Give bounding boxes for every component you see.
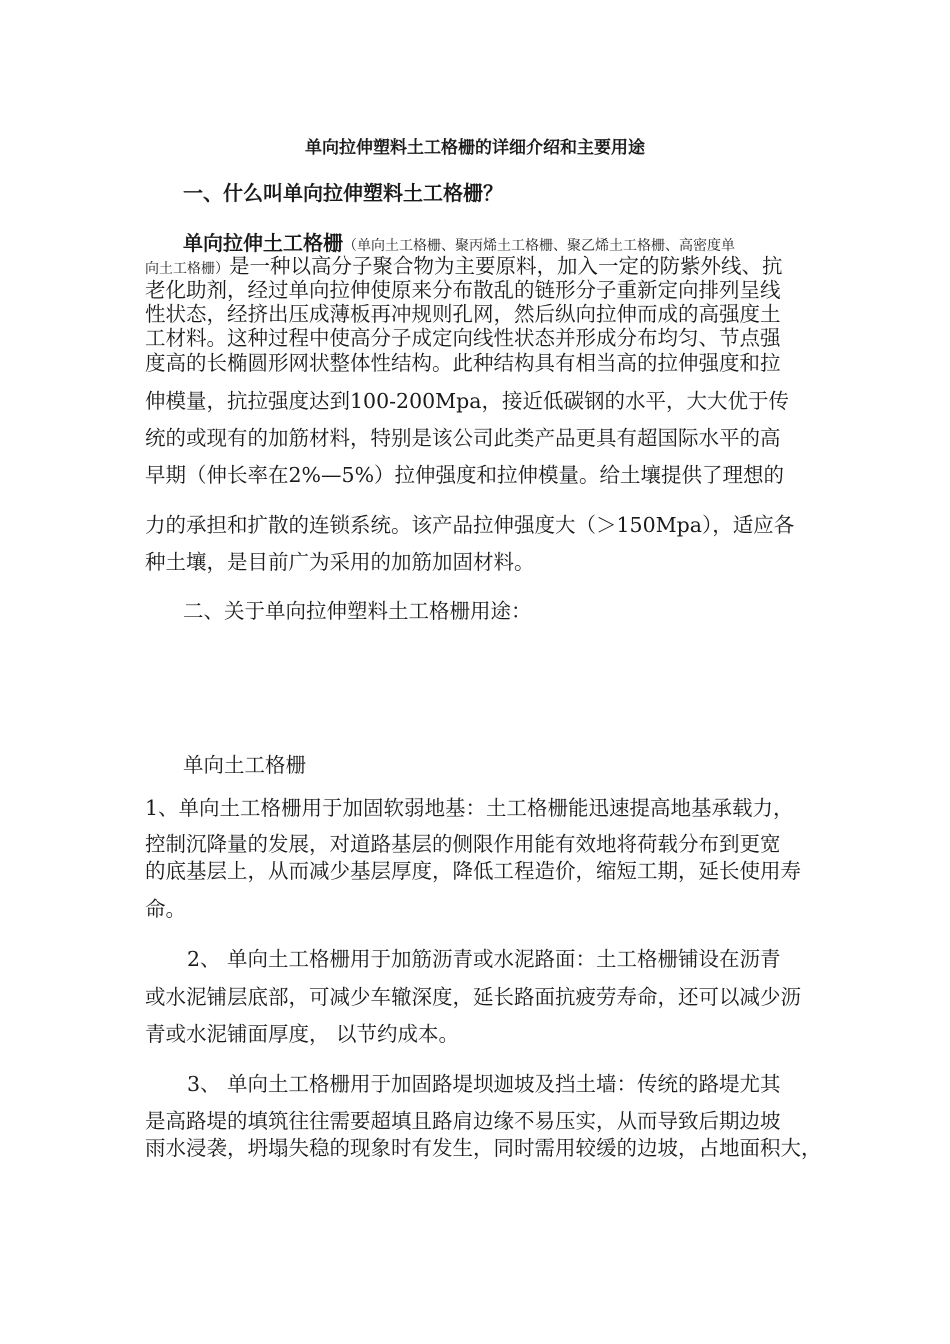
item3-line3: 雨水浸袭，坍塌失稳的现象时有发生，同时需用较缓的边坡，占地面积大，: [145, 1136, 822, 1160]
para1-line3: 老化助剂，经过单向拉伸使原来分布散乱的链形分子重新定向排列呈线: [145, 278, 781, 302]
item2-line3: 青或水泥铺面厚度， 以节约成本。: [145, 1022, 460, 1046]
item2-line2: 或水泥铺层底部，可减少车辙深度，延长路面抗疲劳寿命，还可以减少沥: [145, 985, 801, 1009]
para1-note-end: 向土工格栅）: [145, 261, 229, 277]
para1-line5: 工材料。这种过程中使高分子成定向线性状态并形成分布均匀、节点强: [145, 326, 781, 350]
para1-line8: 统的或现有的加筋材料，特别是该公司此类产品更具有超国际水平的高: [145, 426, 781, 450]
section2-heading: 二、关于单向拉伸塑料土工格栅用途：: [183, 599, 532, 623]
para1-line10: 力的承担和扩散的连锁系统。该产品拉伸强度大（＞150Mpa），适应各: [145, 513, 795, 537]
image-caption: 单向土工格栅: [183, 753, 306, 777]
item1-line3: 的底基层上，从而减少基层厚度，降低工程造价，缩短工期，延长使用寿: [145, 859, 801, 883]
para1-line11: 种土壤，是目前广为采用的加筋加固材料。: [145, 550, 535, 574]
para1-line7: 伸模量，抗拉强度达到100-200Mpa，接近低碳钢的水平，大大优于传: [145, 389, 790, 413]
item3-line1: 3、 单向土工格栅用于加固路堤坝迦坡及挡土墙：传统的路堤尤其: [187, 1072, 781, 1096]
item3-line2: 是高路堤的填筑往往需要超填且路肩边缘不易压实，从而导致后期边坡: [145, 1109, 781, 1133]
item1-line4: 命。: [145, 897, 186, 921]
item1-line1: 1、单向土工格栅用于加固软弱地基：土工格栅能迅速提高地基承载力，: [145, 796, 794, 820]
item1-line2: 控制沉降量的发展，对道路基层的侧限作用能有效地将荷载分布到更宽: [145, 832, 781, 856]
para1-line4: 性状态，经挤出压成薄板再冲规则孔网，然后纵向拉伸而成的高强度土: [145, 302, 781, 326]
para1-lead: 单向拉伸土工格栅: [183, 231, 343, 255]
item2-line1: 2、 单向土工格栅用于加筋沥青或水泥路面：土工格栅铺设在沥青: [187, 947, 781, 971]
para1-note: （单向土工格栅、聚丙烯土工格栅、聚乙烯土工格栅、高密度单: [343, 238, 735, 254]
para1-line2-text: 是一种以高分子聚合物为主要原料，加入一定的防紫外线、抗: [229, 254, 783, 278]
para1-line6: 度高的长椭圆形网状整体性结构。此种结构具有相当高的拉伸强度和拉: [145, 351, 781, 375]
para1-line9: 早期（伸长率在2%—5%）拉伸强度和拉伸模量。给土壤提供了理想的: [145, 463, 785, 487]
section1-heading: 一、什么叫单向拉伸塑料土工格栅？: [183, 181, 503, 205]
document-title: 单向拉伸塑料土工格栅的详细介绍和主要用途: [305, 138, 645, 158]
